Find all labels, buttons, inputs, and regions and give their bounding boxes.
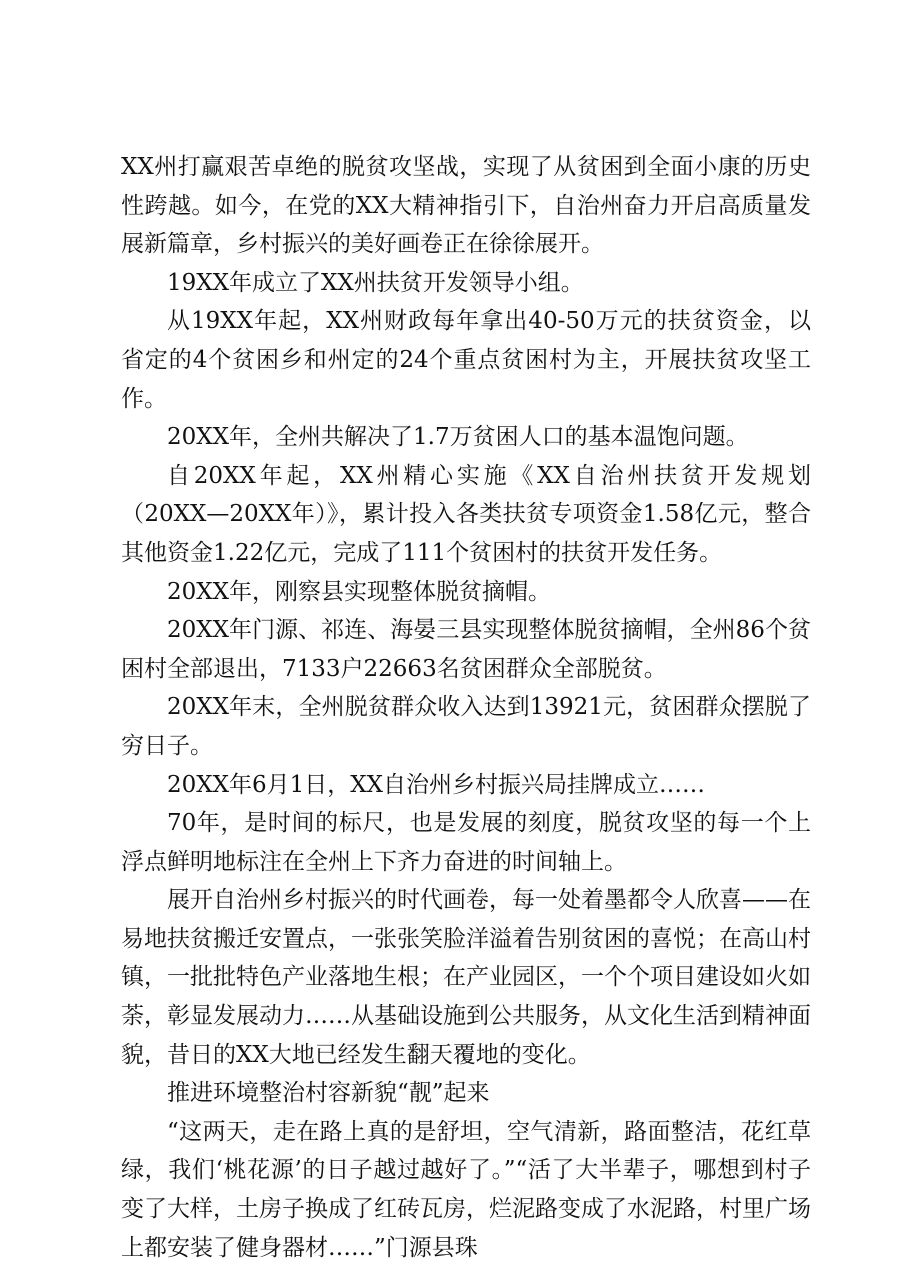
paragraph-20xx-plan: 自20XX年起，XX州精心实施《XX自治州扶贫开发规划（20XX—20XX年）》，累计投入各类扶贫专项资金1.58亿元，整合其他资金1.22亿元，完成了111个贫困村的扶贫开发任务。 — [121, 462, 811, 566]
paragraph-three-counties: 20XX年门源、祁连、海晏三县实现整体脱贫摘帽，全州86个贫困村全部退出，7133户22663名贫困群众全部脱贫。 — [121, 617, 811, 682]
paragraph-gangcha: 20XX年，刚察县实现整体脱贫摘帽。 — [167, 578, 552, 605]
paragraph-19xx-funds: 从19XX年起，XX州财政每年拿出40-50万元的扶贫资金，以省定的4个贫困乡和州定的24个重点贫困村为主，开展扶贫攻坚工作。 — [121, 308, 811, 412]
paragraph-20xx-basic-needs: 20XX年，全州共解决了1.7万贫困人口的基本温饱问题。 — [167, 424, 749, 451]
paragraph-intro: XX州打赢艰苦卓绝的脱贫攻坚战，实现了从贫困到全面小康的历史性跨越。如今，在党的XX大精神指引下，自治州奋力开启高质量发展新篇章，乡村振兴的美好画卷正在徐徐展开。 — [121, 154, 811, 258]
paragraph-revitalization-scroll: 展开自治州乡村振兴的时代画卷，每一处着墨都令人欣喜——在易地扶贫搬迁安置点，一张张笑脸洋溢着告别贫困的喜悦；在高山村镇，一批批特色产业落地生根；在产业园区，一个个项目建设如火如荼，彰显发展动力……从基础设施到公共服务，从文化生活到精神面貌，昔日的XX大地已经发生翻天覆地的变化。 — [121, 887, 811, 1068]
paragraph-quotes: “这两天，走在路上真的是舒坦，空气清新，路面整洁，花红草绿，我们‘桃花源’的日子越过越好了。”“活了大半辈子，哪想到村子变了大样，土房子换成了红砖瓦房，烂泥路变成了水泥路，村里广场上都安装了健身器材……”门源县珠 — [121, 1118, 811, 1261]
paragraph-bureau-established: 20XX年6月1日，XX自治州乡村振兴局挂牌成立…… — [167, 771, 706, 798]
paragraph-70-years: 70年，是时间的标尺，也是发展的刻度，脱贫攻坚的每一个上浮点鲜明地标注在全州上下齐力奋进的时间轴上。 — [121, 810, 811, 875]
document-body — [121, 148, 811, 1267]
section-heading-environment: 推进环境整治村容新貌“靓”起来 — [167, 1080, 490, 1107]
paragraph-income: 20XX年末，全州脱贫群众收入达到13921元，贫困群众摆脱了穷日子。 — [121, 694, 811, 759]
paragraph-19xx-leading-group: 19XX年成立了XX州扶贫开发领导小组。 — [167, 269, 584, 296]
